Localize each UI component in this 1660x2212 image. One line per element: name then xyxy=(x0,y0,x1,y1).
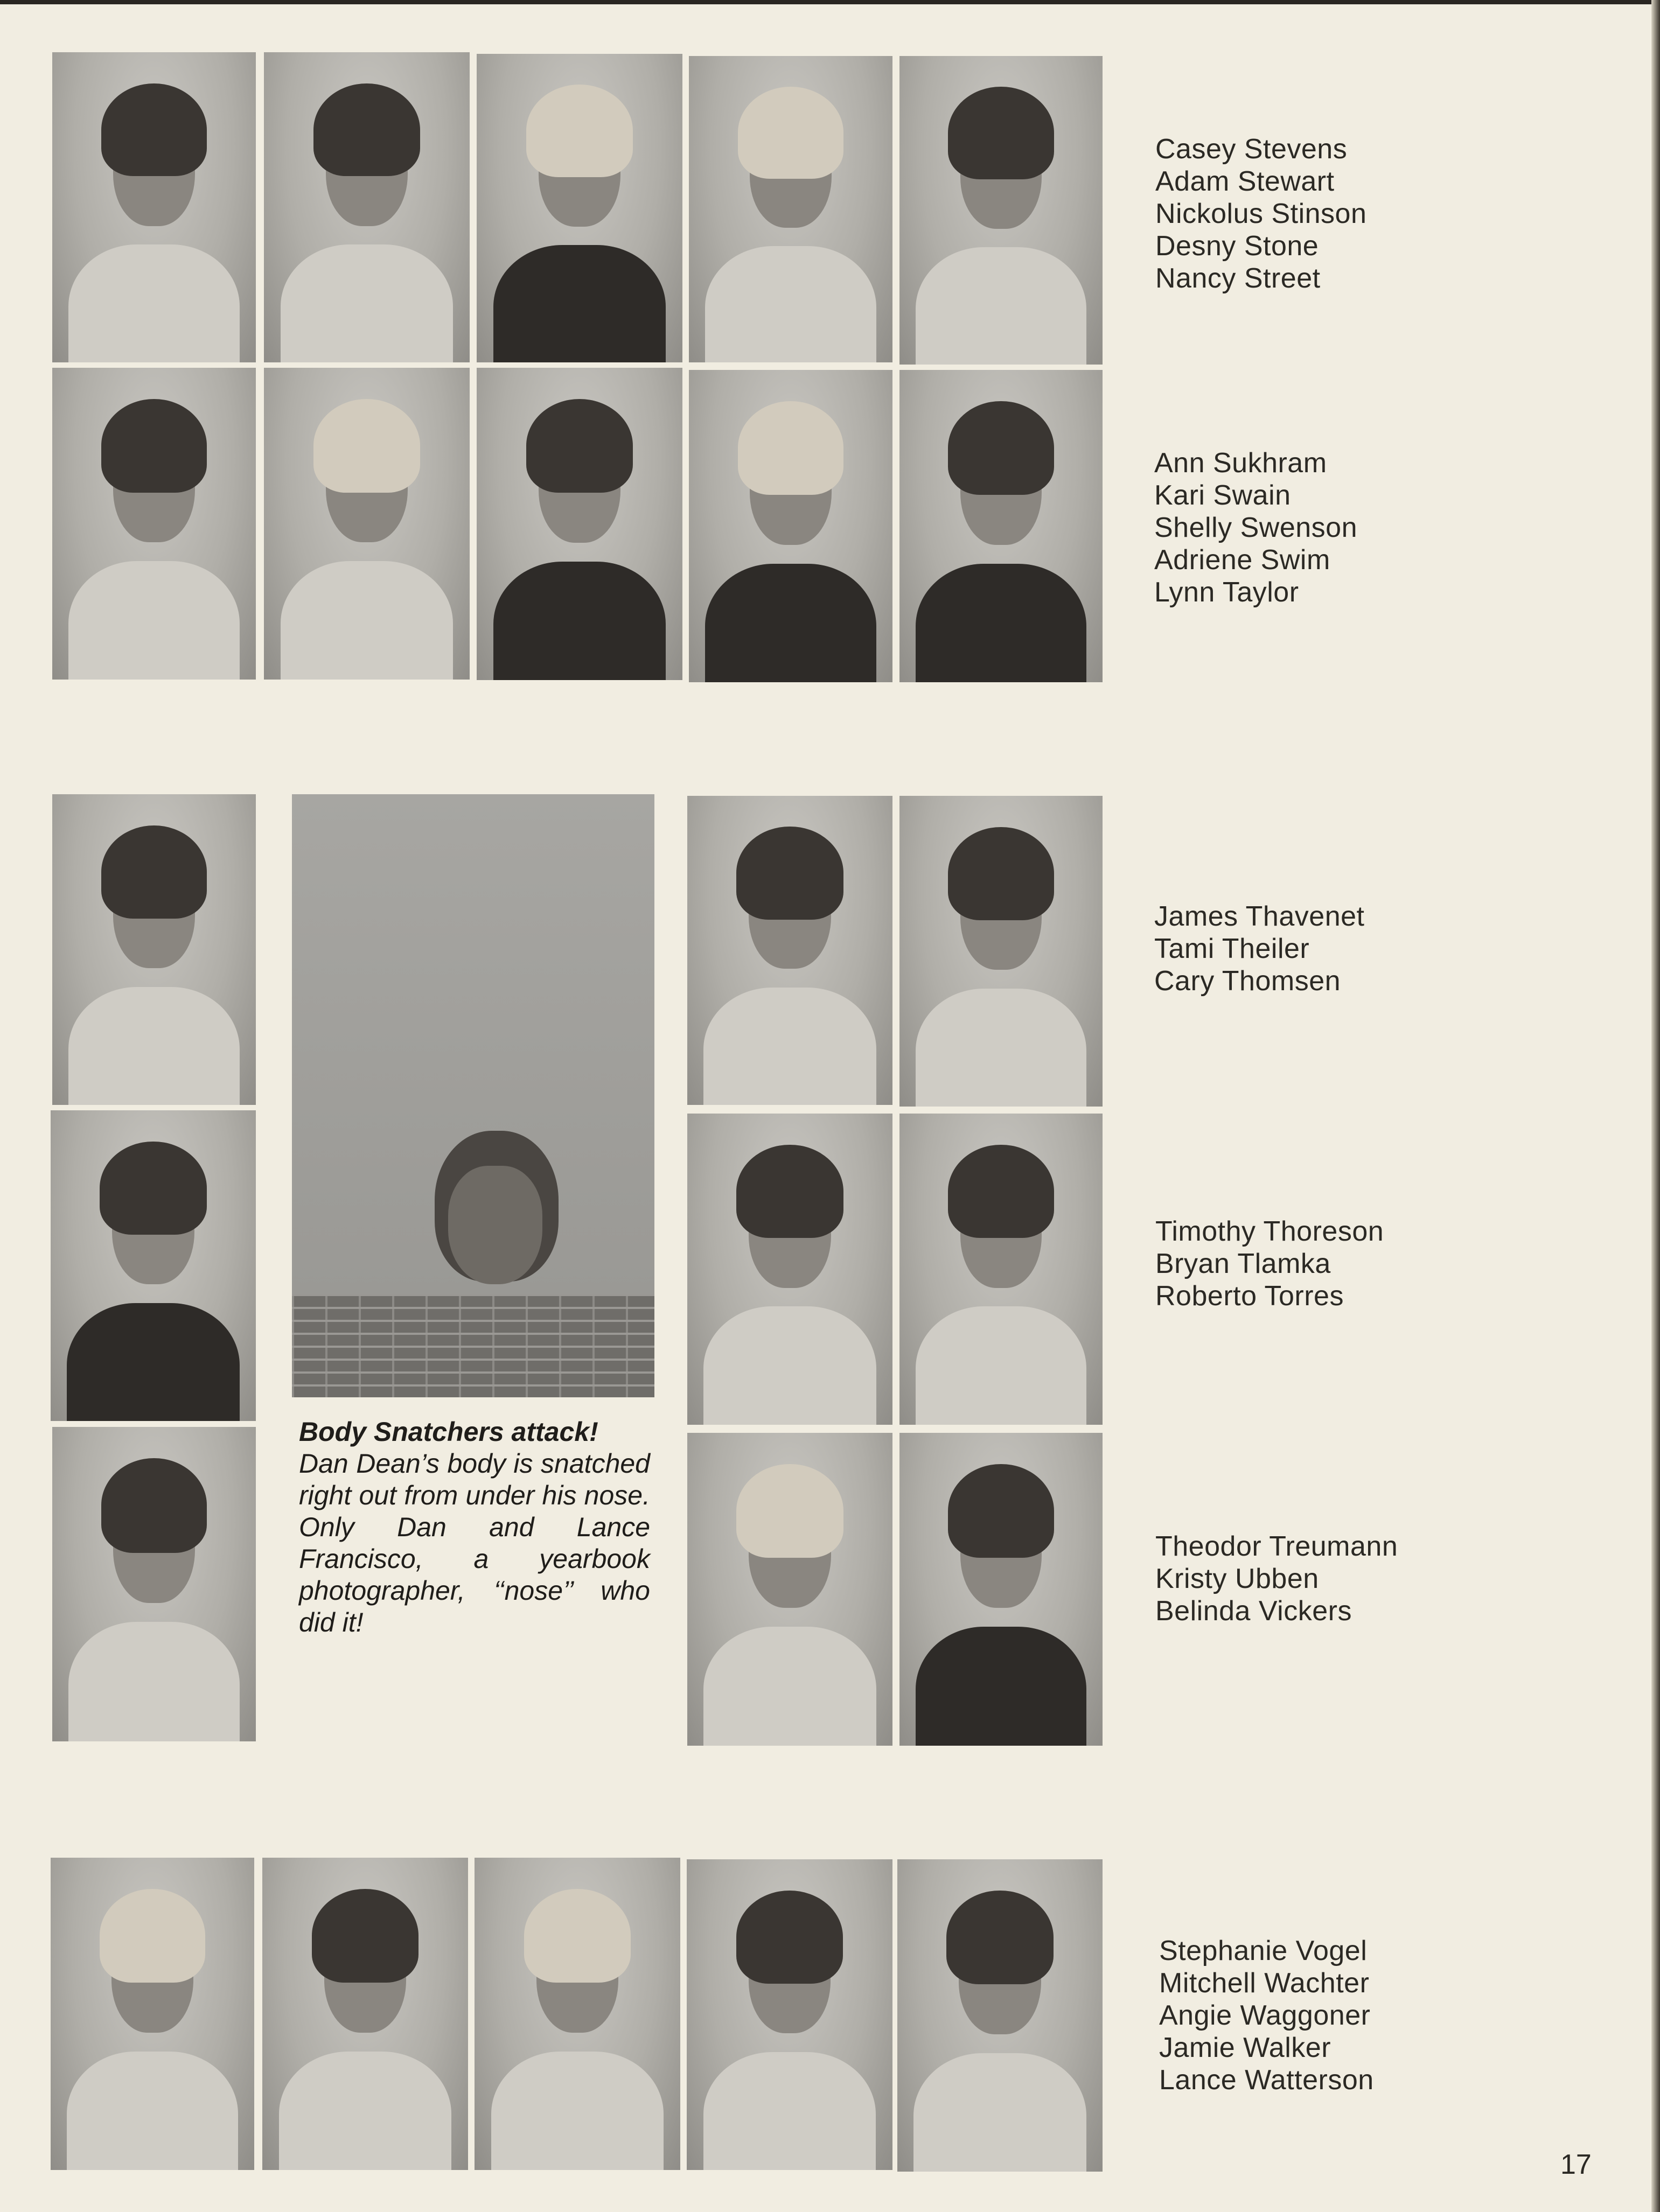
portrait-right-pair-3a xyxy=(687,1433,892,1746)
portrait-angie-waggoner xyxy=(475,1858,680,2170)
feature-photo-body-snatchers xyxy=(292,794,654,1397)
portrait-right-pair-2b xyxy=(899,1114,1103,1425)
student-name: Stephanie Vogel xyxy=(1159,1935,1368,1966)
student-name: Nickolus Stinson xyxy=(1155,198,1367,229)
portrait-lynn-taylor xyxy=(899,370,1103,682)
portrait-adam-stewart xyxy=(264,52,470,362)
student-name: Nancy Street xyxy=(1155,263,1321,294)
portrait-jamie-walker xyxy=(687,1859,892,2170)
student-name: Shelly Swenson xyxy=(1154,512,1357,543)
student-name: Belinda Vickers xyxy=(1155,1595,1352,1627)
student-name: Kari Swain xyxy=(1154,480,1291,511)
portrait-casey-stevens xyxy=(52,52,256,362)
name-list-row-4 xyxy=(1155,1215,1384,1312)
student-name: Lynn Taylor xyxy=(1154,577,1299,608)
student-name: Timothy Thoreson xyxy=(1155,1216,1384,1247)
page-right-edge xyxy=(1651,0,1660,2212)
student-name: Desny Stone xyxy=(1155,230,1319,262)
student-name: Ann Sukhram xyxy=(1154,447,1327,479)
name-list-row-1 xyxy=(1155,133,1366,295)
page-top-edge xyxy=(0,0,1660,4)
student-name: Mitchell Wachter xyxy=(1159,1968,1370,1999)
student-name: Bryan Tlamka xyxy=(1155,1248,1331,1279)
student-name: Theodor Treumann xyxy=(1155,1531,1398,1562)
portrait-mitchell-wachter xyxy=(262,1858,468,2170)
student-name: Lance Watterson xyxy=(1159,2064,1374,2096)
caption-title: Body Snatchers attack! xyxy=(299,1417,598,1447)
portrait-left-column-3 xyxy=(52,1427,256,1741)
feature-caption xyxy=(299,1416,650,1639)
name-list-row-5 xyxy=(1155,1530,1398,1627)
portrait-nickolus-stinson xyxy=(477,54,682,362)
name-list-row-3 xyxy=(1154,900,1364,997)
portrait-stephanie-vogel xyxy=(51,1858,254,2170)
portrait-shelly-swenson xyxy=(477,368,682,680)
student-name: Adriene Swim xyxy=(1154,544,1330,576)
student-name: Casey Stevens xyxy=(1155,134,1348,165)
page-number: 17 xyxy=(1560,2149,1592,2180)
student-name: Tami Theiler xyxy=(1154,933,1310,964)
student-name: Roberto Torres xyxy=(1155,1280,1344,1312)
portrait-lance-watterson xyxy=(897,1859,1103,2172)
portrait-right-pair-3b xyxy=(899,1433,1103,1746)
student-name: James Thavenet xyxy=(1154,901,1365,932)
portrait-ann-sukhram xyxy=(52,368,256,680)
caption-body: Dan Dean’s body is snatched right out from under his nose. Only Dan and Lance Francisco, a yearbook photographer, ‘‘nose’’ who did it! xyxy=(299,1448,650,1637)
name-list-row-6 xyxy=(1159,1935,1374,2096)
portrait-adriene-swim xyxy=(689,370,892,682)
portrait-kari-swain xyxy=(264,368,470,680)
portrait-right-pair-1a xyxy=(687,796,892,1105)
student-name: Jamie Walker xyxy=(1159,2032,1331,2063)
student-name: Adam Stewart xyxy=(1155,166,1335,197)
name-list-row-2 xyxy=(1154,447,1357,608)
portrait-left-column-2 xyxy=(51,1110,256,1421)
student-name: Kristy Ubben xyxy=(1155,1563,1319,1594)
portrait-nancy-street xyxy=(899,56,1103,365)
student-name: Cary Thomsen xyxy=(1154,965,1341,997)
portrait-right-pair-1b xyxy=(899,796,1103,1107)
portrait-desny-stone xyxy=(689,56,892,362)
portrait-right-pair-2a xyxy=(687,1114,892,1425)
portrait-left-column-1 xyxy=(52,794,256,1105)
student-name: Angie Waggoner xyxy=(1159,2000,1371,2031)
